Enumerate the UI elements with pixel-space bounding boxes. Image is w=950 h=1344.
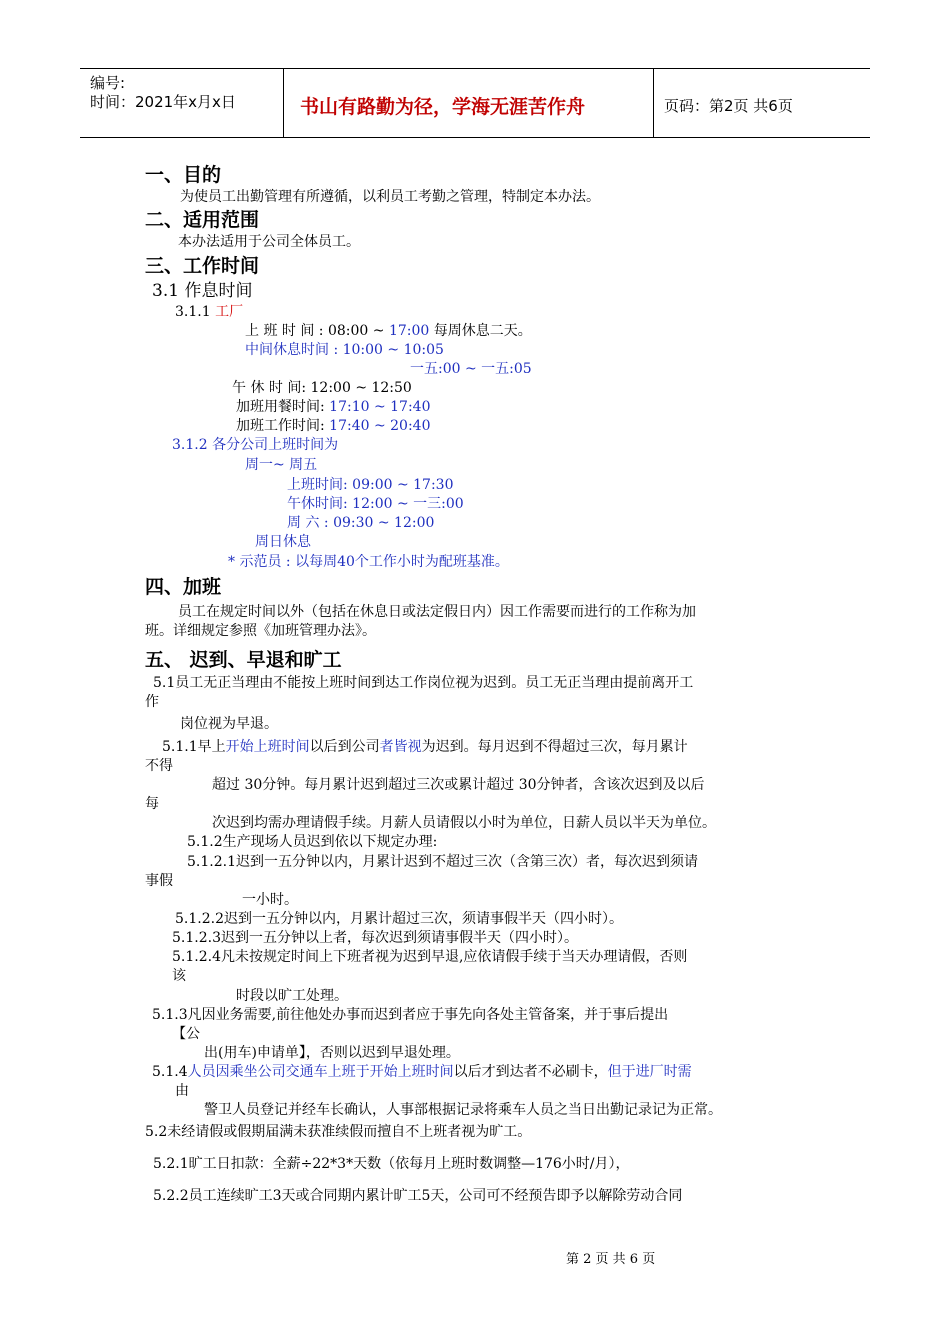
paragraph: 为使员工出勤管理有所遵循，以利员工考勤之管理，特制定本办法。 xyxy=(180,189,600,205)
paragraph: 5.1.3凡因业务需要,前往他处办事而迟到者应于事先向各处主管备案，并于事后提出 xyxy=(152,1007,669,1023)
header-divider xyxy=(653,69,654,137)
paragraph: 不得 xyxy=(145,758,173,774)
header-divider xyxy=(283,69,284,137)
paragraph: 事假 xyxy=(145,873,173,889)
schedule-line: 上班时间: 09:00 ~ 17:30 xyxy=(287,477,454,493)
paragraph: 5.1.2.4凡未按规定时间上下班者视为迟到早退,应依请假手续于当天办理请假，否则 xyxy=(172,949,688,965)
page-number-label: 页码：第2页 共6页 xyxy=(664,97,793,115)
header-motto: 书山有路勤为径，学海无涯苦作舟 xyxy=(300,96,586,118)
page-footer: 第 2 页 共 6 页 xyxy=(566,1252,656,1267)
schedule-line: 周 六 : 09:30 ~ 12:00 xyxy=(287,515,435,531)
paragraph: 5.2未经请假或假期届满未获准续假而擅自不上班者视为旷工。 xyxy=(145,1124,532,1140)
schedule-line: 周一~ 周五 xyxy=(245,457,318,473)
paragraph: 5.2.2员工连续旷工3天或合同期内累计旷工5天，公司可不经预告即予以解除劳动合同 xyxy=(153,1188,683,1204)
paragraph: 该 xyxy=(172,968,186,984)
paragraph: 次迟到均需办理请假手续。月薪人员请假以小时为单位，日薪人员以半天为单位。 xyxy=(212,815,716,831)
paragraph: 5.1.1早上开始上班时间以后到公司者皆视为迟到。每月迟到不得超过三次，每月累计 xyxy=(162,739,688,755)
doc-time-label: 时间：2021年x月x日 xyxy=(90,93,236,111)
schedule-line: 午休时间: 12:00 ~ 一三:00 xyxy=(287,496,464,512)
paragraph: 超过 30分钟。每月累计迟到超过三次或累计超过 30分钟者，含该次迟到及以后 xyxy=(212,777,705,793)
paragraph: 每 xyxy=(145,796,159,812)
subsection-heading: 3.1.2 各分公司上班时间为 xyxy=(172,437,339,453)
schedule-line: 上 班 时 间 : 08:00 ~ 17:00 每周休息二天。 xyxy=(245,323,532,339)
paragraph: 5.1.2.1迟到一五分钟以内，月累计迟到不超过三次（含第三次）者，每次迟到须请 xyxy=(187,854,698,870)
paragraph: 岗位视为早退。 xyxy=(180,716,278,732)
subsection-heading: 3.1.1 工厂 xyxy=(175,304,244,320)
doc-number-label: 编号: xyxy=(90,74,126,92)
section-title-purpose: 一、目的 xyxy=(145,164,222,186)
paragraph: 由 xyxy=(175,1083,189,1099)
paragraph: 班。详细规定参照《加班管理办法》。 xyxy=(145,623,376,639)
schedule-line: 一五:00 ~ 一五:05 xyxy=(410,361,532,377)
schedule-line: 周日休息 xyxy=(255,534,311,550)
section-title-lateness: 五、 迟到、早退和旷工 xyxy=(145,649,342,671)
paragraph: 出(用车)申请单】，否则以迟到早退处理。 xyxy=(204,1045,460,1061)
paragraph: 5.1.4人员因乘坐公司交通车上班于开始上班时间以后才到达者不必刷卡，但于进厂时需 xyxy=(152,1064,692,1080)
paragraph: 时段以旷工处理。 xyxy=(236,988,348,1004)
paragraph: 警卫人员登记并经车长确认，人事部根据记录将乘车人员之当日出勤记录记为正常。 xyxy=(204,1102,722,1118)
schedule-line: 午 休 时 间: 12:00 ~ 12:50 xyxy=(232,380,412,396)
schedule-line: 加班用餐时间: 17:10 ~ 17:40 xyxy=(236,399,431,415)
schedule-line: 中间休息时间 : 10:00 ~ 10:05 xyxy=(245,342,444,358)
paragraph: 5.1员工无正当理由不能按上班时间到达工作岗位视为迟到。员工无正当理由提前离开工 xyxy=(153,675,694,691)
schedule-line: 加班工作时间: 17:40 ~ 20:40 xyxy=(236,418,431,434)
section-title-work-hours: 三、工作时间 xyxy=(145,255,260,277)
paragraph: 5.1.2.2迟到一五分钟以内，月累计超过三次，须请事假半天（四小时）。 xyxy=(175,911,623,927)
paragraph: 5.2.1旷工日扣款：全薪÷22*3*天数（依每月上班时数调整—176小时/月）， xyxy=(153,1156,630,1172)
paragraph: 一小时。 xyxy=(242,892,298,908)
paragraph: 5.1.2生产现场人员迟到依以下规定办理: xyxy=(187,834,438,850)
paragraph: 【公 xyxy=(172,1026,200,1042)
section-title-scope: 二、适用范围 xyxy=(145,209,260,231)
paragraph: 本办法适用于公司全体员工。 xyxy=(178,234,360,250)
section-title-overtime: 四、加班 xyxy=(145,576,222,598)
note-line: * 示范员 : 以每周40个工作小时为配班基准。 xyxy=(228,554,509,570)
paragraph: 员工在规定时间以外（包括在休息日或法定假日内）因工作需要而进行的工作称为加 xyxy=(178,604,696,620)
paragraph: 5.1.2.3迟到一五分钟以上者，每次迟到须请事假半天（四小时）。 xyxy=(172,930,578,946)
subsection-title: 3.1 作息时间 xyxy=(152,281,253,301)
paragraph: 作 xyxy=(145,694,159,710)
